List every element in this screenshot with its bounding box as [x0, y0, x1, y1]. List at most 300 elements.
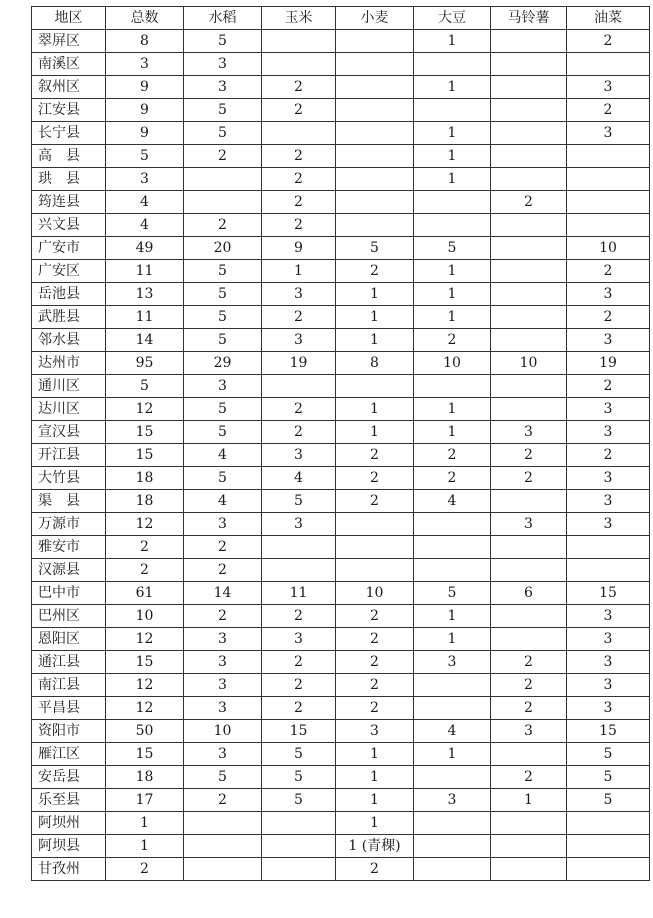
- cell-potato: [491, 559, 567, 582]
- cell-corn: 3: [262, 283, 336, 306]
- cell-wheat: 2: [336, 674, 414, 697]
- cell-corn: [262, 858, 336, 881]
- table-row: [32, 812, 650, 835]
- cell-potato: [491, 375, 567, 398]
- cell-total: 5: [106, 145, 184, 168]
- cell-wheat: [336, 513, 414, 536]
- cell-wheat: 2: [336, 490, 414, 513]
- cell-total: 17: [106, 789, 184, 812]
- table-row: [32, 513, 650, 536]
- cell-rapeseed: 3: [567, 467, 650, 490]
- table-row: [32, 99, 650, 122]
- table-row: [32, 720, 650, 743]
- header-potato: 马铃薯: [491, 7, 567, 30]
- cell-region: 汉源县: [32, 559, 106, 582]
- table-body: [32, 30, 650, 881]
- cell-total: 9: [106, 99, 184, 122]
- header-row: [32, 7, 650, 30]
- cell-region: 渠 县: [32, 490, 106, 513]
- cell-region: 甘孜州: [32, 858, 106, 881]
- cell-corn: 2: [262, 168, 336, 191]
- table-row: [32, 329, 650, 352]
- cell-corn: 9: [262, 237, 336, 260]
- cell-potato: [491, 858, 567, 881]
- cell-soybean: 3: [414, 789, 491, 812]
- cell-region: 通江县: [32, 651, 106, 674]
- table-row: [32, 398, 650, 421]
- cell-corn: 3: [262, 513, 336, 536]
- cell-region: 珙 县: [32, 168, 106, 191]
- cell-region: 邻水县: [32, 329, 106, 352]
- table-row: [32, 283, 650, 306]
- cell-rice: [184, 812, 262, 835]
- table-row: [32, 766, 650, 789]
- cell-corn: [262, 835, 336, 858]
- cell-rapeseed: [567, 168, 650, 191]
- cell-total: 4: [106, 214, 184, 237]
- cell-soybean: 5: [414, 582, 491, 605]
- cell-wheat: [336, 99, 414, 122]
- cell-potato: 3: [491, 421, 567, 444]
- cell-corn: [262, 559, 336, 582]
- cell-wheat: 1: [336, 766, 414, 789]
- cell-rice: 3: [184, 513, 262, 536]
- cell-soybean: [414, 513, 491, 536]
- cell-corn: 5: [262, 743, 336, 766]
- cell-rapeseed: 3: [567, 283, 650, 306]
- cell-soybean: [414, 697, 491, 720]
- cell-rice: 10: [184, 720, 262, 743]
- cell-potato: [491, 605, 567, 628]
- cell-rice: 3: [184, 743, 262, 766]
- cell-soybean: 2: [414, 467, 491, 490]
- header-soybean: 大豆: [414, 7, 491, 30]
- cell-potato: 2: [491, 191, 567, 214]
- cell-corn: 2: [262, 76, 336, 99]
- cell-rice: 5: [184, 283, 262, 306]
- cell-rapeseed: 3: [567, 421, 650, 444]
- cell-soybean: [414, 53, 491, 76]
- cell-rice: 3: [184, 53, 262, 76]
- cell-corn: 3: [262, 329, 336, 352]
- cell-total: 12: [106, 697, 184, 720]
- cell-wheat: 2: [336, 467, 414, 490]
- table-row: [32, 375, 650, 398]
- cell-potato: 10: [491, 352, 567, 375]
- cell-total: 2: [106, 559, 184, 582]
- cell-region: 通川区: [32, 375, 106, 398]
- cell-potato: [491, 283, 567, 306]
- cell-potato: 2: [491, 674, 567, 697]
- cell-potato: 1: [491, 789, 567, 812]
- table-row: [32, 858, 650, 881]
- cell-corn: [262, 30, 336, 53]
- cell-soybean: 4: [414, 720, 491, 743]
- cell-rice: 5: [184, 122, 262, 145]
- cell-soybean: 2: [414, 329, 491, 352]
- table-row: [32, 444, 650, 467]
- cell-wheat: 1: [336, 283, 414, 306]
- table-row: [32, 536, 650, 559]
- cell-wheat: [336, 375, 414, 398]
- cell-region: 阿坝县: [32, 835, 106, 858]
- cell-total: 18: [106, 467, 184, 490]
- cell-wheat: 1: [336, 329, 414, 352]
- cell-rapeseed: 3: [567, 628, 650, 651]
- cell-corn: 2: [262, 214, 336, 237]
- cell-total: 9: [106, 76, 184, 99]
- cell-wheat: 1: [336, 812, 414, 835]
- cell-rapeseed: 3: [567, 329, 650, 352]
- cell-potato: 6: [491, 582, 567, 605]
- cell-potato: 2: [491, 766, 567, 789]
- cell-wheat: [336, 76, 414, 99]
- cell-corn: 2: [262, 697, 336, 720]
- cell-wheat: 2: [336, 444, 414, 467]
- cell-potato: [491, 76, 567, 99]
- cell-total: 12: [106, 628, 184, 651]
- cell-rice: [184, 168, 262, 191]
- cell-corn: 19: [262, 352, 336, 375]
- cell-rapeseed: 15: [567, 720, 650, 743]
- cell-region: 乐至县: [32, 789, 106, 812]
- table-row: [32, 421, 650, 444]
- cell-potato: [491, 743, 567, 766]
- cell-soybean: [414, 214, 491, 237]
- cell-region: 武胜县: [32, 306, 106, 329]
- cell-rice: 2: [184, 145, 262, 168]
- cell-corn: [262, 812, 336, 835]
- cell-potato: [491, 835, 567, 858]
- cell-region: 达川区: [32, 398, 106, 421]
- cell-corn: 2: [262, 191, 336, 214]
- cell-wheat: 2: [336, 605, 414, 628]
- cell-rapeseed: 3: [567, 674, 650, 697]
- table-row: [32, 191, 650, 214]
- cell-rapeseed: 3: [567, 122, 650, 145]
- cell-soybean: 1: [414, 76, 491, 99]
- cell-total: 15: [106, 421, 184, 444]
- table-row: [32, 743, 650, 766]
- cell-potato: [491, 53, 567, 76]
- cell-total: 9: [106, 122, 184, 145]
- cell-potato: 2: [491, 444, 567, 467]
- cell-rapeseed: 15: [567, 582, 650, 605]
- cell-corn: 5: [262, 766, 336, 789]
- cell-soybean: 1: [414, 145, 491, 168]
- cell-potato: [491, 145, 567, 168]
- cell-soybean: 10: [414, 352, 491, 375]
- cell-potato: [491, 329, 567, 352]
- crop-variety-table: [31, 6, 650, 881]
- cell-rapeseed: [567, 812, 650, 835]
- cell-region: 广安市: [32, 237, 106, 260]
- cell-wheat: [336, 122, 414, 145]
- cell-region: 兴文县: [32, 214, 106, 237]
- cell-rapeseed: 5: [567, 789, 650, 812]
- cell-region: 南溪区: [32, 53, 106, 76]
- cell-rapeseed: [567, 53, 650, 76]
- cell-region: 巴州区: [32, 605, 106, 628]
- cell-potato: [491, 30, 567, 53]
- cell-wheat: 10: [336, 582, 414, 605]
- cell-soybean: [414, 835, 491, 858]
- cell-wheat: 2: [336, 651, 414, 674]
- table-row: [32, 306, 650, 329]
- cell-soybean: 1: [414, 30, 491, 53]
- cell-wheat: 2: [336, 260, 414, 283]
- cell-corn: [262, 536, 336, 559]
- cell-corn: 3: [262, 628, 336, 651]
- cell-potato: [491, 812, 567, 835]
- cell-total: 50: [106, 720, 184, 743]
- cell-corn: 2: [262, 651, 336, 674]
- cell-rice: 3: [184, 697, 262, 720]
- cell-total: 14: [106, 329, 184, 352]
- cell-soybean: 1: [414, 605, 491, 628]
- cell-rapeseed: [567, 835, 650, 858]
- cell-corn: 5: [262, 490, 336, 513]
- cell-region: 筠连县: [32, 191, 106, 214]
- cell-total: 2: [106, 536, 184, 559]
- cell-wheat: 1 (青稞): [336, 835, 414, 858]
- cell-rice: 29: [184, 352, 262, 375]
- cell-soybean: 4: [414, 490, 491, 513]
- cell-corn: 2: [262, 99, 336, 122]
- cell-wheat: [336, 53, 414, 76]
- cell-soybean: [414, 99, 491, 122]
- header-region: 地区: [32, 7, 106, 30]
- cell-wheat: 1: [336, 789, 414, 812]
- cell-region: 安岳县: [32, 766, 106, 789]
- cell-corn: [262, 122, 336, 145]
- cell-rice: 5: [184, 30, 262, 53]
- cell-rice: 4: [184, 444, 262, 467]
- cell-rice: [184, 835, 262, 858]
- cell-soybean: [414, 858, 491, 881]
- cell-wheat: 8: [336, 352, 414, 375]
- cell-potato: 3: [491, 720, 567, 743]
- cell-corn: 11: [262, 582, 336, 605]
- cell-corn: 4: [262, 467, 336, 490]
- cell-soybean: 1: [414, 168, 491, 191]
- table-row: [32, 651, 650, 674]
- cell-soybean: 1: [414, 283, 491, 306]
- cell-corn: 2: [262, 421, 336, 444]
- cell-rapeseed: [567, 559, 650, 582]
- cell-rapeseed: 5: [567, 766, 650, 789]
- cell-rice: 5: [184, 99, 262, 122]
- cell-potato: [491, 214, 567, 237]
- cell-rapeseed: 3: [567, 76, 650, 99]
- cell-corn: 2: [262, 398, 336, 421]
- cell-potato: [491, 306, 567, 329]
- cell-wheat: 1: [336, 743, 414, 766]
- cell-corn: 15: [262, 720, 336, 743]
- cell-wheat: [336, 30, 414, 53]
- table-row: [32, 605, 650, 628]
- cell-rice: [184, 858, 262, 881]
- cell-potato: [491, 628, 567, 651]
- cell-total: 2: [106, 858, 184, 881]
- cell-corn: [262, 375, 336, 398]
- cell-total: 18: [106, 490, 184, 513]
- table-row: [32, 30, 650, 53]
- table-row: [32, 352, 650, 375]
- cell-region: 资阳市: [32, 720, 106, 743]
- table-row: [32, 835, 650, 858]
- cell-region: 江安县: [32, 99, 106, 122]
- cell-wheat: 1: [336, 398, 414, 421]
- cell-total: 49: [106, 237, 184, 260]
- cell-region: 达州市: [32, 352, 106, 375]
- cell-rice: 5: [184, 329, 262, 352]
- cell-total: 10: [106, 605, 184, 628]
- cell-region: 翠屏区: [32, 30, 106, 53]
- table-row: [32, 214, 650, 237]
- cell-soybean: 1: [414, 398, 491, 421]
- cell-rice: 3: [184, 651, 262, 674]
- cell-rice: 3: [184, 674, 262, 697]
- cell-total: 12: [106, 398, 184, 421]
- cell-rice: 20: [184, 237, 262, 260]
- cell-total: 1: [106, 835, 184, 858]
- cell-rice: 5: [184, 467, 262, 490]
- cell-total: 61: [106, 582, 184, 605]
- cell-region: 开江县: [32, 444, 106, 467]
- cell-corn: 2: [262, 306, 336, 329]
- cell-corn: 3: [262, 444, 336, 467]
- cell-wheat: [336, 191, 414, 214]
- cell-corn: 2: [262, 605, 336, 628]
- cell-region: 高 县: [32, 145, 106, 168]
- cell-wheat: 1: [336, 306, 414, 329]
- cell-potato: 2: [491, 651, 567, 674]
- cell-total: 12: [106, 513, 184, 536]
- cell-total: 15: [106, 444, 184, 467]
- cell-region: 叙州区: [32, 76, 106, 99]
- cell-rapeseed: [567, 145, 650, 168]
- table-row: [32, 260, 650, 283]
- cell-rice: 2: [184, 559, 262, 582]
- cell-corn: [262, 53, 336, 76]
- cell-potato: [491, 398, 567, 421]
- cell-wheat: [336, 145, 414, 168]
- cell-wheat: [336, 536, 414, 559]
- table-row: [32, 467, 650, 490]
- cell-potato: [491, 168, 567, 191]
- cell-rice: 5: [184, 260, 262, 283]
- cell-soybean: 1: [414, 306, 491, 329]
- table-row: [32, 145, 650, 168]
- cell-soybean: 1: [414, 260, 491, 283]
- table-row: [32, 122, 650, 145]
- cell-rice: 3: [184, 76, 262, 99]
- header-rapeseed: 油菜: [567, 7, 650, 30]
- cell-rapeseed: 2: [567, 444, 650, 467]
- cell-total: 3: [106, 168, 184, 191]
- cell-corn: 2: [262, 145, 336, 168]
- cell-region: 广安区: [32, 260, 106, 283]
- cell-region: 宣汉县: [32, 421, 106, 444]
- cell-region: 长宁县: [32, 122, 106, 145]
- cell-total: 4: [106, 191, 184, 214]
- cell-soybean: [414, 674, 491, 697]
- cell-total: 13: [106, 283, 184, 306]
- cell-rice: 2: [184, 789, 262, 812]
- cell-total: 95: [106, 352, 184, 375]
- cell-soybean: [414, 191, 491, 214]
- cell-region: 雁江区: [32, 743, 106, 766]
- header-wheat: 小麦: [336, 7, 414, 30]
- cell-region: 岳池县: [32, 283, 106, 306]
- cell-potato: [491, 536, 567, 559]
- cell-rapeseed: 2: [567, 99, 650, 122]
- table-row: [32, 697, 650, 720]
- table-row: [32, 490, 650, 513]
- table-row: [32, 53, 650, 76]
- cell-soybean: [414, 766, 491, 789]
- header-total: 总数: [106, 7, 184, 30]
- cell-soybean: 1: [414, 122, 491, 145]
- cell-wheat: [336, 168, 414, 191]
- cell-total: 3: [106, 53, 184, 76]
- cell-region: 恩阳区: [32, 628, 106, 651]
- cell-wheat: 3: [336, 720, 414, 743]
- cell-rapeseed: 3: [567, 651, 650, 674]
- cell-region: 大竹县: [32, 467, 106, 490]
- header-rice: 水稻: [184, 7, 262, 30]
- cell-soybean: 3: [414, 651, 491, 674]
- cell-soybean: 5: [414, 237, 491, 260]
- cell-soybean: [414, 812, 491, 835]
- cell-rapeseed: 3: [567, 513, 650, 536]
- cell-total: 18: [106, 766, 184, 789]
- table-row: [32, 168, 650, 191]
- cell-region: 平昌县: [32, 697, 106, 720]
- table-header: [32, 7, 650, 30]
- cell-region: 阿坝州: [32, 812, 106, 835]
- cell-rapeseed: 3: [567, 605, 650, 628]
- cell-wheat: 2: [336, 628, 414, 651]
- cell-rice: 5: [184, 421, 262, 444]
- cell-rice: 5: [184, 766, 262, 789]
- cell-total: 5: [106, 375, 184, 398]
- cell-rapeseed: 2: [567, 306, 650, 329]
- cell-rapeseed: 3: [567, 697, 650, 720]
- cell-total: 11: [106, 306, 184, 329]
- table-row: [32, 789, 650, 812]
- cell-corn: 2: [262, 674, 336, 697]
- cell-soybean: 2: [414, 444, 491, 467]
- cell-corn: 1: [262, 260, 336, 283]
- cell-potato: 2: [491, 697, 567, 720]
- cell-total: 15: [106, 743, 184, 766]
- table-row: [32, 674, 650, 697]
- cell-soybean: 1: [414, 743, 491, 766]
- cell-rapeseed: [567, 858, 650, 881]
- cell-total: 12: [106, 674, 184, 697]
- cell-rice: 14: [184, 582, 262, 605]
- table-row: [32, 76, 650, 99]
- cell-total: 15: [106, 651, 184, 674]
- cell-rice: 2: [184, 214, 262, 237]
- table-row: [32, 582, 650, 605]
- cell-wheat: 2: [336, 697, 414, 720]
- cell-rapeseed: [567, 214, 650, 237]
- header-corn: 玉米: [262, 7, 336, 30]
- cell-soybean: [414, 536, 491, 559]
